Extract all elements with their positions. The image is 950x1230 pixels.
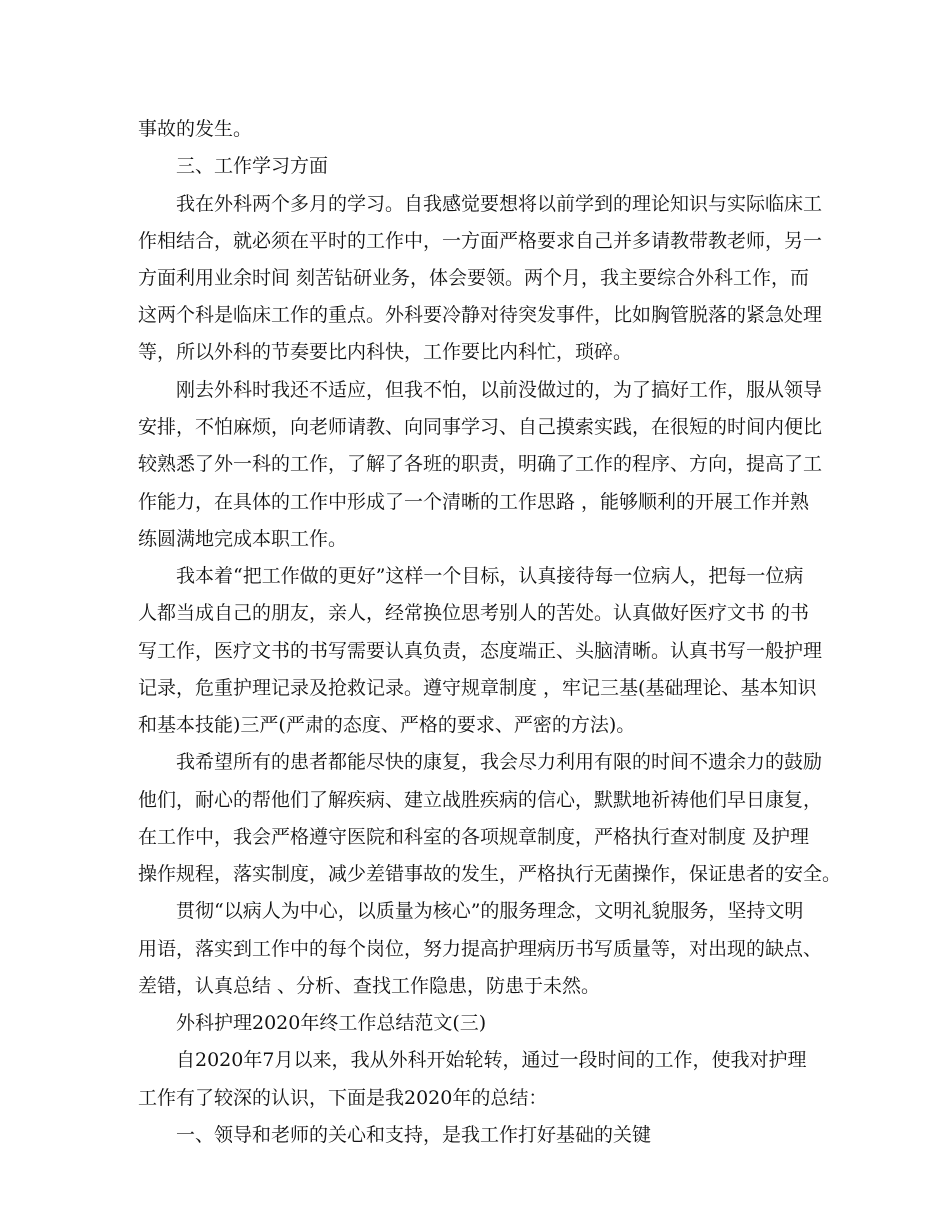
text-line: 人都当成自己的朋友，亲人，经常换位思考别人的苦处。认真做好医疗文书 的书 — [138, 602, 810, 624]
text-line: 记录，危重护理记录及抢救记录。遵守规章制度 ，牢记三基(基础理论、基本知识 — [138, 677, 817, 699]
text-line: 写工作，医疗文书的书写需要认真负责，态度端正、头脑清晰。认真书写一般护理 — [138, 640, 823, 662]
text-line: 用语，落实到工作中的每个岗位，努力提高护理病历书写质量等，对出现的缺点、 — [138, 938, 823, 960]
text-line: 我本着“把工作做的更好”这样一个目标，认真接待每一位病人，把每一位病 — [176, 565, 804, 587]
text-line: 这两个科是临床工作的重点。外科要冷静对待突发事件，比如胸管脱落的紧急处理 — [138, 304, 823, 326]
text-line: 工作有了较深的认识，下面是我2020年的总结： — [138, 1087, 548, 1109]
text-line: 等，所以外科的节奏要比内科快，工作要比内科忙，琐碎。 — [138, 341, 633, 363]
text-line: 作能力，在具体的工作中形成了一个清晰的工作思路 ，能够顺利的开展工作并熟 — [138, 491, 810, 513]
section-heading: 外科护理2020年终工作总结范文(三) — [176, 1012, 487, 1034]
text-line: 操作规程，落实制度，减少差错事故的发生，严格执行无菌操作，保证患者的安全。 — [138, 863, 842, 885]
text-line: 自2020年7月以来，我从外科开始轮转，通过一段时间的工作，使我对护理 — [176, 1049, 807, 1071]
section-heading: 三、工作学习方面 — [176, 155, 329, 177]
text-line: 安排，不怕麻烦，向老师请教、向同事学习、自己摸索实践，在很短的时间内便比 — [138, 416, 823, 438]
text-line: 和基本技能)三严(严肃的态度、严格的要求、严密的方法)。 — [138, 714, 636, 736]
text-line: 事故的发生。 — [138, 118, 253, 140]
text-line: 方面利用业余时间 刻苦钻研业务，体会要领。两个月，我主要综合外科工作，而 — [138, 267, 810, 289]
text-line: 我希望所有的患者都能尽快的康复，我会尽力利用有限的时间不遗余力的鼓励 — [176, 751, 823, 773]
text-line: 作相结合，就必须在平时的工作中，一方面严格要求自己并多请教带教老师，另一 — [138, 230, 823, 252]
text-line: 刚去外科时我还不适应，但我不怕，以前没做过的，为了搞好工作，服从领导 — [176, 379, 823, 401]
section-heading: 一、领导和老师的关心和支持，是我工作打好基础的关键 — [176, 1124, 652, 1146]
text-line: 在工作中，我会严格遵守医院和科室的各项规章制度，严格执行查对制度 及护理 — [138, 826, 810, 848]
text-line: 练圆满地完成本职工作。 — [138, 528, 348, 550]
text-line: 差错，认真总结 、分析、查找工作隐患，防患于未然。 — [138, 975, 601, 997]
text-line: 他们，耐心的帮他们了解疾病、建立战胜疾病的信心，默默地祈祷他们早日康复， — [138, 789, 823, 811]
text-line: 贯彻“以病人为中心，以质量为核心”的服务理念，文明礼貌服务，坚持文明 — [176, 900, 804, 922]
text-line: 较熟悉了外一科的工作，了解了各班的职责，明确了工作的程序、方向，提高了工 — [138, 453, 823, 475]
text-line: 我在外科两个多月的学习。自我感觉要想将以前学到的理论知识与实际临床工 — [176, 193, 823, 215]
